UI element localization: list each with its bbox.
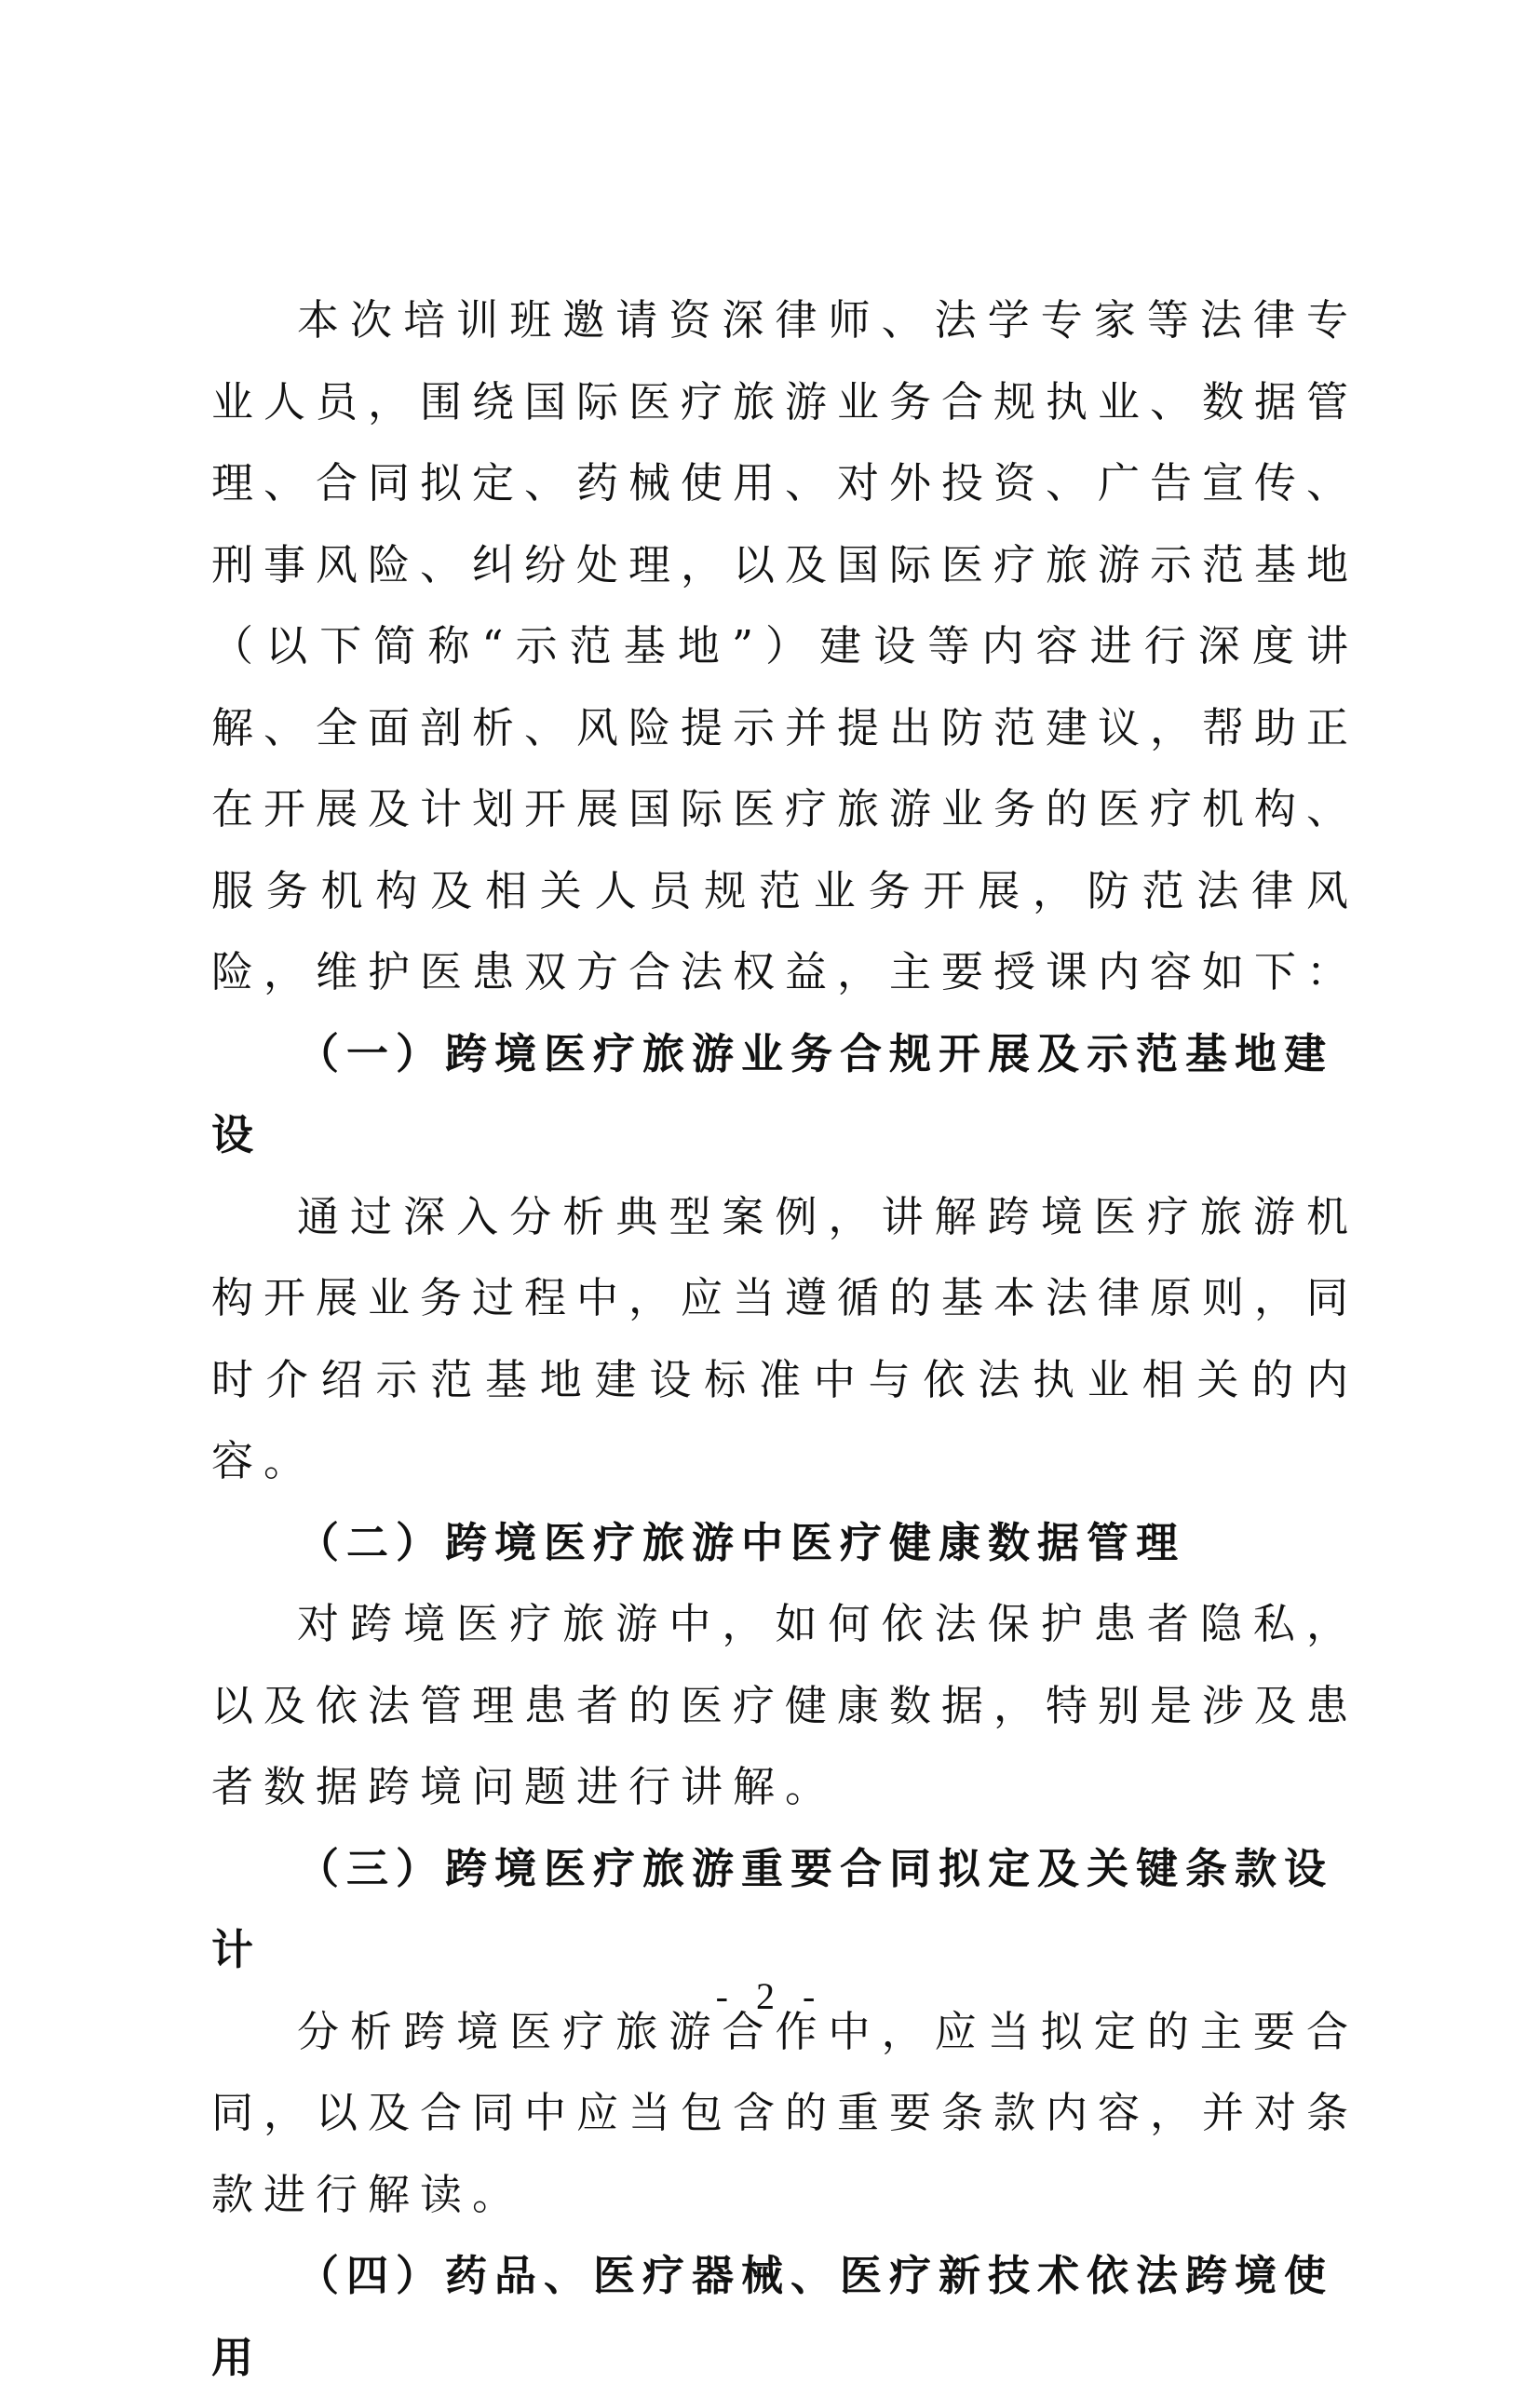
page-number: - 2 - bbox=[715, 1975, 825, 2017]
section-heading-3: （三）跨境医疗旅游重要合同拟定及关键条款设计 bbox=[211, 1843, 1334, 1974]
section-heading-1: （一）跨境医疗旅游业务合规开展及示范基地建设 bbox=[211, 1028, 1334, 1159]
section-paragraph-2: 对跨境医疗旅游中，如何依法保护患者隐私，以及依法管理患者的医疗健康数据，特别是涉及患者数据跨境问题进行讲解。 bbox=[211, 1599, 1359, 1811]
intro-paragraph: 本次培训班邀请资深律师、法学专家等法律专业人员，围绕国际医疗旅游业务合规执业、数据管理、合同拟定、药械使用、对外投资、广告宣传、刑事风险、纠纷处理，以及国际医疗旅游示范基地（以下简称“示范基地”）建设等内容进行深度讲解、全面剖析、风险提示并提出防范建议，帮助正在开展及计划开展国际医疗旅游业务的医疗机构、服务机构及相关人员规范业务开展，防范法律风险，维护医患双方合法权益，主要授课内容如下： bbox=[211, 295, 1359, 996]
section-heading-4: （四）药品、医疗器械、医疗新技术依法跨境使用 bbox=[211, 2251, 1334, 2382]
section-paragraph-3: 分析跨境医疗旅游合作中，应当拟定的主要合同，以及合同中应当包含的重要条款内容，并对条款进行解读。 bbox=[211, 2006, 1359, 2219]
section-heading-2: （二）跨境医疗旅游中医疗健康数据管理 bbox=[297, 1517, 1186, 1567]
document-body bbox=[211, 279, 1358, 2398]
section-paragraph-1: 通过深入分析典型案例，讲解跨境医疗旅游机构开展业务过程中，应当遵循的基本法律原则，同时介绍示范基地建设标准中与依法执业相关的内容。 bbox=[211, 1191, 1359, 1485]
